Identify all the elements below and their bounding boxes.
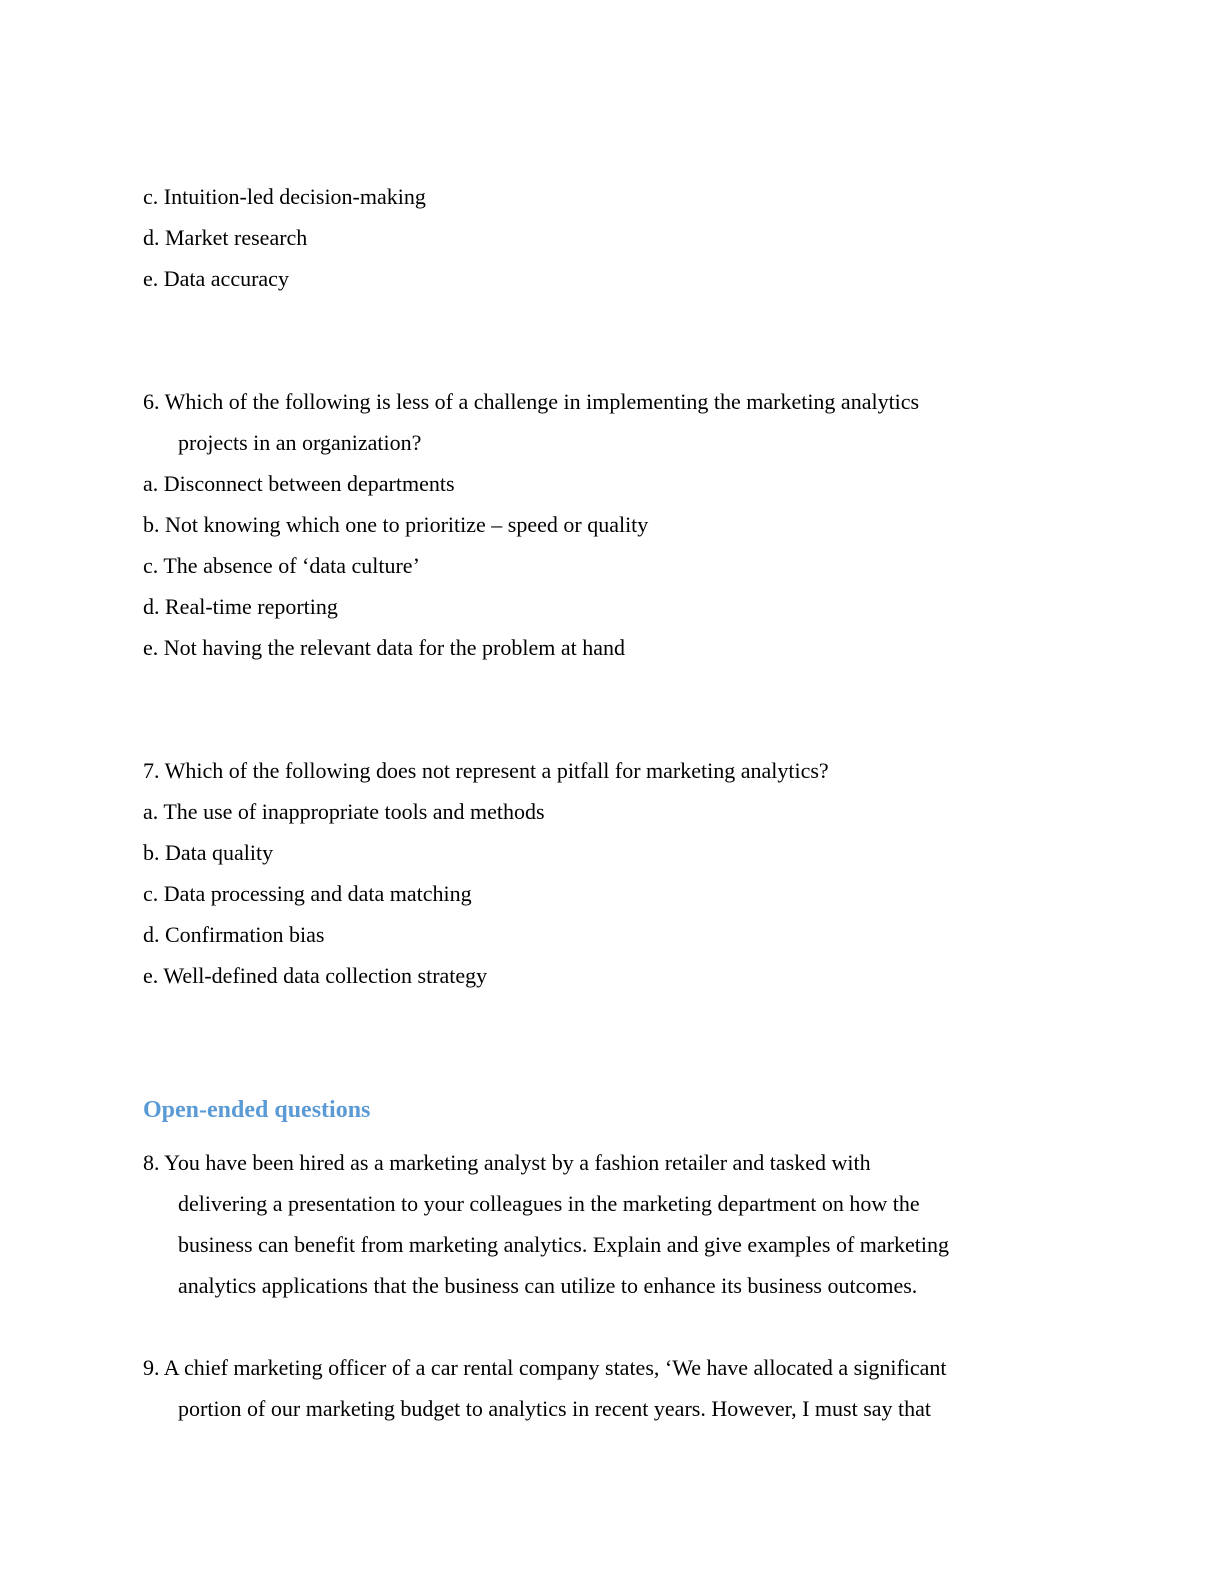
option-5e: e. Data accuracy [143, 266, 289, 291]
open-ended-heading: Open-ended questions [143, 1097, 371, 1123]
question-9-text: 9. A chief marketing officer of a car rental company states, ‘We have allocated a significant [143, 1355, 947, 1380]
option-5d: d. Market research [143, 225, 308, 250]
option-6b: b. Not knowing which one to prioritize – speed or quality [143, 512, 649, 537]
question-8-text-continued-1: delivering a presentation to your colleagues in the marketing department on how the [178, 1191, 920, 1216]
option-7d: d. Confirmation bias [143, 922, 325, 947]
option-6e: e. Not having the relevant data for the problem at hand [143, 635, 625, 660]
question-9-text-continued: portion of our marketing budget to analytics in recent years. However, I must say that [178, 1396, 932, 1421]
option-6a: a. Disconnect between departments [143, 471, 455, 496]
option-5c: c. Intuition-led decision-making [143, 184, 426, 209]
question-6-text-continued: projects in an organization? [178, 430, 422, 455]
option-7e: e. Well-defined data collection strategy [143, 963, 488, 988]
option-7c: c. Data processing and data matching [143, 881, 472, 906]
question-8-text-continued-3: analytics applications that the business can utilize to enhance its business outcomes. [178, 1273, 918, 1298]
question-7-text: 7. Which of the following does not represent a pitfall for marketing analytics? [143, 758, 829, 783]
option-7b: b. Data quality [143, 840, 274, 865]
option-6d: d. Real-time reporting [143, 594, 338, 619]
question-6-text: 6. Which of the following is less of a challenge in implementing the marketing analytics [143, 389, 920, 414]
option-7a: a. The use of inappropriate tools and methods [143, 799, 545, 824]
option-6c: c. The absence of ‘data culture’ [143, 553, 420, 578]
question-8-text: 8. You have been hired as a marketing analyst by a fashion retailer and tasked with [143, 1150, 871, 1175]
question-8-text-continued-2: business can benefit from marketing analytics. Explain and give examples of marketing [178, 1232, 949, 1257]
